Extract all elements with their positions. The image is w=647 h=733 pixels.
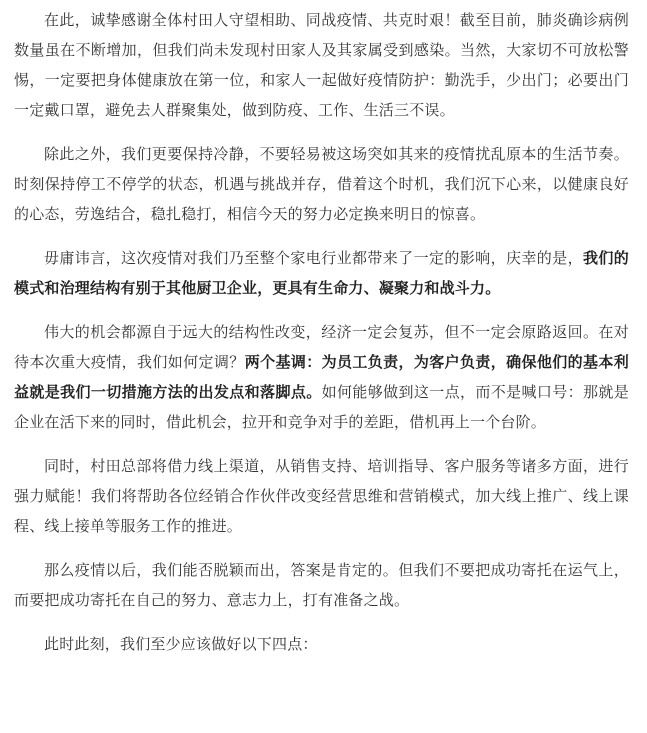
body-text: 如何能够做到这一点，而不是喊口号：那就是企业在活下来的同时，借此机会，拉开和竞争对手的差距，借机再上一个台阶。 <box>14 384 629 431</box>
body-text: 除此之外，我们更要保持冷静，不要轻易被这场突如其来的疫情扰乱原本的生活节奏。时刻保持停工不停学的状态，机遇与挑战并存，借着这个时机，我们沉下心来，以健康良好的心态，劳逸结合，稳扎稳打，相信今天的努力必定换来明日的惊喜。 <box>14 146 629 223</box>
body-text: 此时此刻，我们至少应该做好以下四点： <box>44 636 318 653</box>
emphasis-text: 我们的模式和治理结构有别于其他厨卫企业，更具有生命力、凝聚力和战斗力。 <box>14 250 629 297</box>
body-text: 在此，诚挚感谢全体村田人守望相助、同战疫情、共克时艰！截至目前，肺炎确诊病例数量虽在不断增加，但我们尚未发现村田家人及其家属受到感染。当然，大家切不可放松警惕，一定要把身体健康放在第一位，和家人一起做好疫情防护：勤洗手，少出门；必要出门一定戴口罩，避免去人群聚集处，做到防疫、工作、生活三不误。 <box>14 12 629 119</box>
paragraph <box>14 244 629 304</box>
paragraph-list <box>14 6 629 660</box>
paragraph <box>14 556 629 616</box>
paragraph <box>14 6 629 126</box>
body-text: 毋庸讳言，这次疫情对我们乃至整个家电行业都带来了一定的影响，庆幸的是， <box>44 250 583 267</box>
body-text: 伟大的机会都源自于远大的结构性改变，经济一定会复苏，但不一定会原路返回。在对待本次重大疫情，我们如何定调？ <box>14 324 629 371</box>
paragraph <box>14 318 629 438</box>
paragraph <box>14 452 629 542</box>
emphasis-text: 两个基调：为员工负责，为客户负责，确保他们的基本利益就是我们一切措施方法的出发点和落脚点。 <box>14 354 629 401</box>
paragraph <box>14 630 629 660</box>
body-text: 那么疫情以后，我们能否脱颖而出，答案是肯定的。但我们不要把成功寄托在运气上，而要把成功寄托在自己的努力、意志力上，打有准备之战。 <box>14 562 629 609</box>
paragraph <box>14 140 629 230</box>
body-text: 同时，村田总部将借力线上渠道，从销售支持、培训指导、客户服务等诸多方面，进行强力赋能！我们将帮助各位经销合作伙伴改变经营思维和营销模式，加大线上推广、线上课程、线上接单等服务工作的推进。 <box>14 458 629 535</box>
